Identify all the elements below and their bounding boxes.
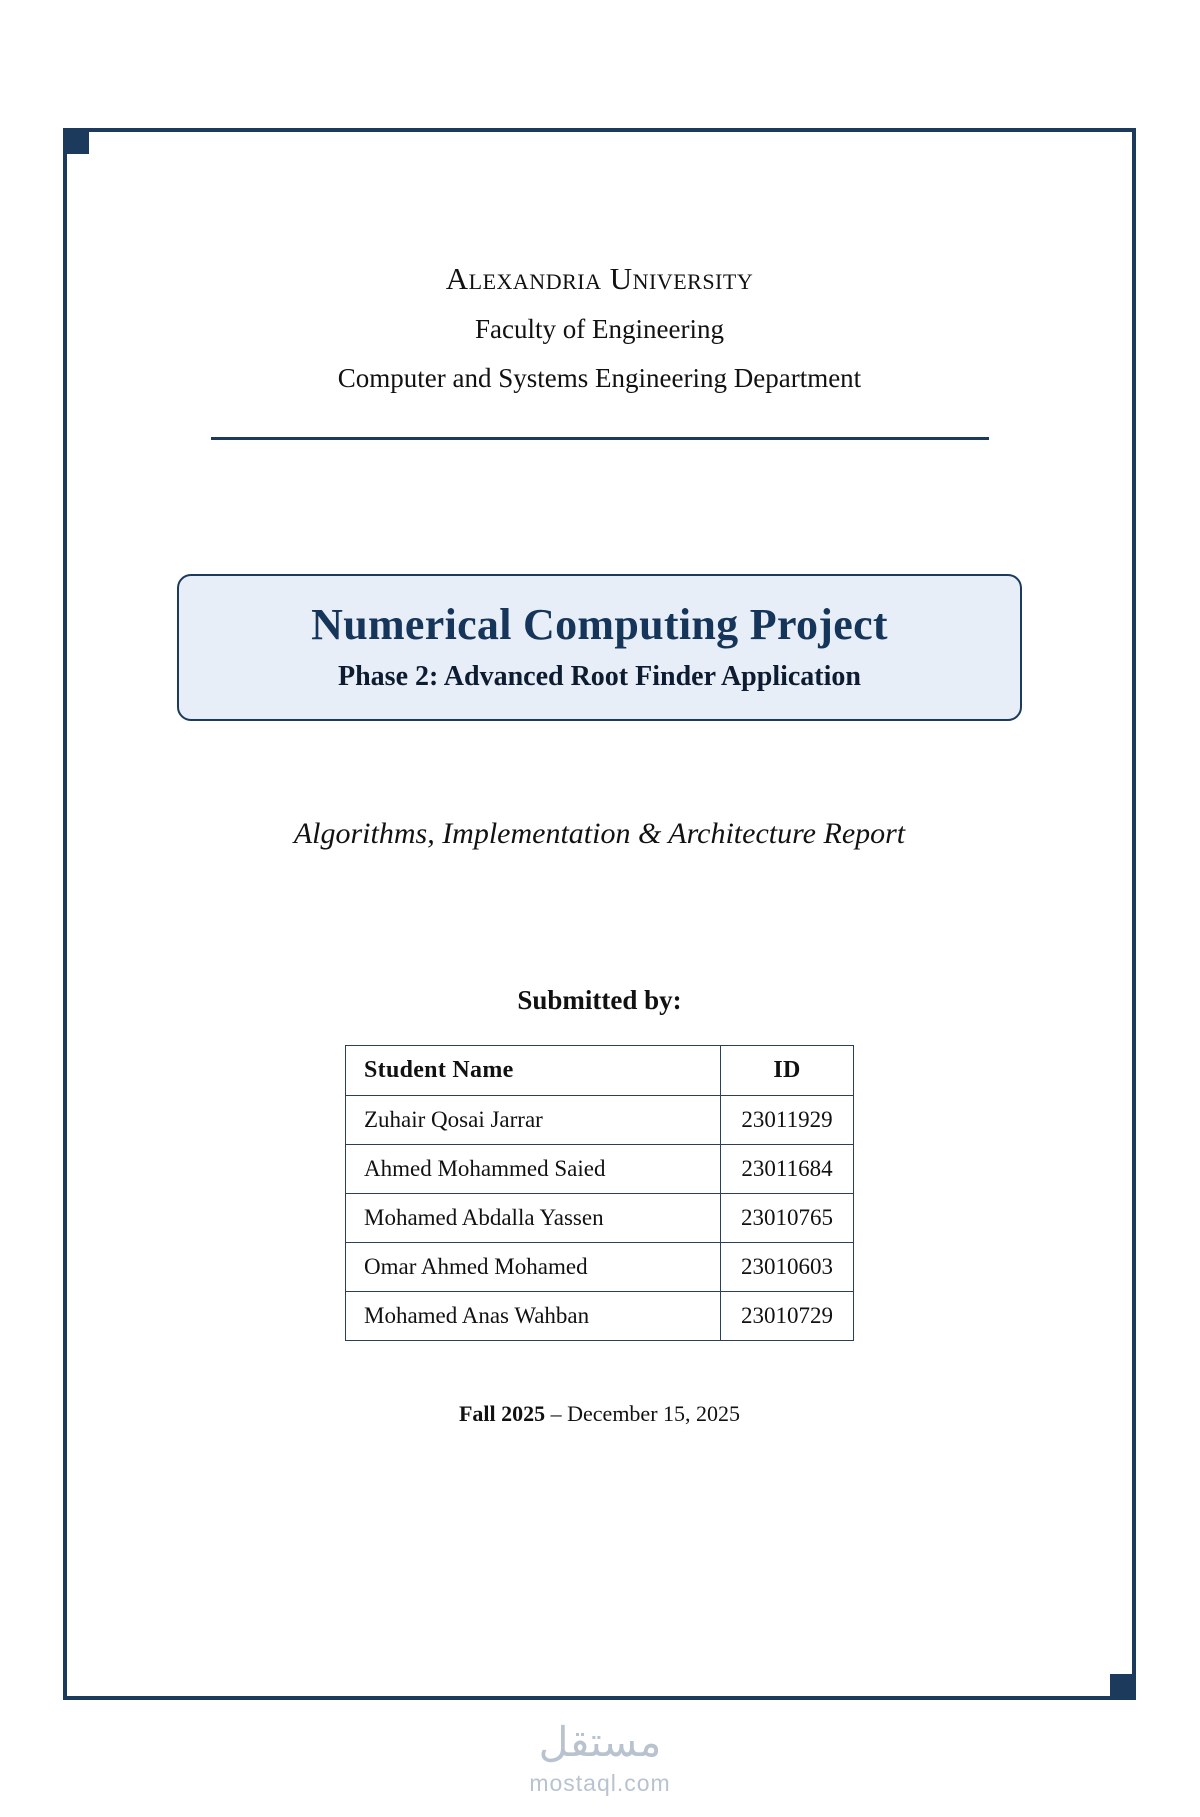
student-id: 23010765 (721, 1194, 854, 1243)
header-divider (211, 437, 989, 440)
submitted-by-heading: Submitted by: (517, 985, 682, 1016)
table-row (346, 1292, 854, 1341)
cover-content (63, 128, 1136, 1700)
student-name: Zuhair Qosai Jarrar (346, 1096, 721, 1145)
table-row (346, 1194, 854, 1243)
students-table (345, 1045, 854, 1341)
student-id: 23011684 (721, 1145, 854, 1194)
faculty-name: Faculty of Engineering (475, 314, 724, 344)
date-separator: – (545, 1401, 568, 1427)
table-row (346, 1145, 854, 1194)
university-name: Alexandria University (445, 261, 754, 296)
title-box (177, 574, 1022, 721)
student-name: Ahmed Mohammed Saied (346, 1145, 721, 1194)
student-name: Mohamed Abdalla Yassen (346, 1194, 721, 1243)
report-subtitle: Algorithms, Implementation & Architecture Report (293, 817, 906, 851)
watermark-latin-text: mostaql.com (529, 1770, 671, 1796)
watermark-arabic-text: مستقل (538, 1719, 662, 1765)
date-line (123, 1401, 1076, 1427)
student-name: Omar Ahmed Mohamed (346, 1243, 721, 1292)
watermark (0, 1719, 1200, 1797)
column-header-student-name: Student Name (346, 1046, 721, 1096)
student-id: 23010729 (721, 1292, 854, 1341)
student-name: Mohamed Anas Wahban (346, 1292, 721, 1341)
submission-date: December 15, 2025 (567, 1401, 741, 1427)
department-name: Computer and Systems Engineering Department (337, 363, 862, 393)
term-label: Fall 2025 (458, 1401, 546, 1427)
project-title: Numerical Computing Project (311, 600, 888, 649)
column-header-id: ID (721, 1046, 854, 1096)
table-row (346, 1096, 854, 1145)
student-id: 23010603 (721, 1243, 854, 1292)
project-phase-title: Phase 2: Advanced Root Finder Application (338, 661, 861, 693)
table-header-row (346, 1046, 854, 1096)
table-row (346, 1243, 854, 1292)
student-id: 23011929 (721, 1096, 854, 1145)
